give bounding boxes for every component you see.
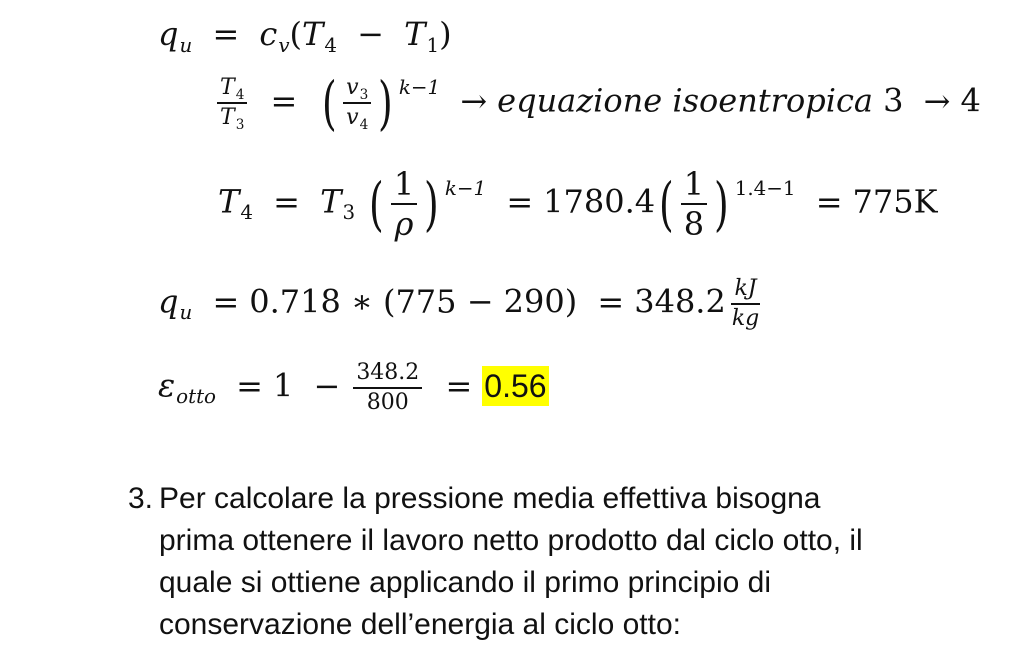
- frac2-num: 1: [681, 168, 707, 205]
- minus-sign: −: [357, 15, 384, 53]
- subscript-u: u: [179, 33, 193, 57]
- inner-den-v: v: [346, 105, 359, 130]
- equation-qu-value: [158, 278, 765, 330]
- isentropic-label: equazione isoentropica: [497, 81, 873, 120]
- subscript-otto: otto: [176, 385, 216, 409]
- frac-den-sub: 3: [235, 116, 245, 133]
- subscript-v: v: [278, 33, 290, 57]
- exponent-1-4-minus-1: 1.4−1: [734, 176, 796, 200]
- frac-num-sub: 4: [235, 86, 245, 103]
- unit-den: kg: [731, 306, 760, 331]
- equation-otto-efficiency: [158, 362, 549, 414]
- unit-num: kJ: [731, 278, 759, 305]
- equation-heat-rejected: [158, 15, 452, 57]
- list-line-1: Per calcolare la pressione media effettiva bisogna: [159, 482, 821, 515]
- frac-num-t: T: [220, 75, 235, 100]
- list-number: 3.: [128, 482, 154, 515]
- frac-num-1: 1: [391, 168, 417, 205]
- expression: 0.718 ∗ (775 − 290): [249, 282, 578, 321]
- close-paren: ): [424, 170, 439, 238]
- equals-sign-2: =: [445, 366, 473, 405]
- arrow: →: [460, 81, 488, 120]
- symbol-t1: T: [404, 15, 426, 53]
- equals-sign-2: =: [506, 182, 534, 221]
- open-paren-2: (: [659, 170, 674, 238]
- list-line-2: prima ottenere il lavoro netto prodotto dal ciclo otto, il: [159, 524, 863, 557]
- symbol-q: q: [158, 15, 179, 53]
- arrow-2: →: [923, 81, 951, 120]
- close-paren-2: ): [714, 170, 729, 238]
- equals-sign: =: [212, 282, 240, 321]
- symbol-epsilon: ε: [158, 366, 176, 405]
- subscript-4: 4: [240, 201, 253, 225]
- frac-den-t: T: [220, 105, 235, 130]
- frac2-den: 8: [683, 205, 705, 243]
- list-item-3: [128, 478, 958, 646]
- symbol-q: q: [158, 282, 179, 321]
- fraction-348-2-800: [353, 362, 422, 414]
- state-to: 4: [960, 81, 981, 120]
- open-paren: (: [369, 170, 384, 238]
- inner-num-v: v: [346, 75, 359, 100]
- subscript-3: 3: [342, 201, 356, 225]
- fraction-t4-t3: [217, 75, 247, 133]
- list-text: [159, 478, 958, 646]
- frac-num: 348.2: [353, 362, 422, 389]
- inner-den-sub: 4: [359, 116, 369, 133]
- equals-sign: =: [273, 182, 300, 221]
- equals-sign: =: [236, 366, 263, 405]
- open-paren: (: [289, 15, 303, 53]
- fraction-v3-v4: [343, 75, 371, 133]
- state-from: 3: [883, 81, 904, 120]
- equals-sign-3: =: [815, 182, 843, 221]
- exponent-k-minus-1: k−1: [444, 176, 487, 200]
- list-line-4: conservazione dell’energia al ciclo otto:: [159, 608, 681, 641]
- close-paren: ): [439, 15, 452, 53]
- open-paren: (: [321, 69, 337, 137]
- minus-sign: −: [313, 366, 341, 405]
- fraction-1-rho: [391, 165, 417, 243]
- highlighted-result: 0.56: [484, 367, 547, 404]
- result-775k: 775K: [852, 182, 938, 221]
- unit-kj-per-kg: [729, 278, 762, 330]
- equals-sign-2: =: [597, 282, 625, 321]
- one: 1: [272, 366, 294, 405]
- list-line-3: quale si ottiene applicando il primo principio di: [159, 566, 772, 599]
- equation-t4-result: [218, 165, 938, 243]
- fraction-1-8: [681, 165, 707, 243]
- equals-sign: =: [270, 81, 298, 120]
- subscript-1: 1: [426, 33, 440, 57]
- symbol-c: c: [259, 15, 278, 53]
- equation-isentropic: [214, 69, 981, 137]
- frac-den: 800: [366, 390, 409, 415]
- value-1780-4: 1780.4: [543, 182, 656, 221]
- symbol-t4: T: [218, 182, 240, 221]
- subscript-u: u: [179, 301, 193, 325]
- symbol-t4: T: [302, 15, 324, 53]
- equals-sign: =: [212, 15, 240, 53]
- subscript-4: 4: [324, 33, 337, 57]
- exponent-k-minus-1: k−1: [398, 75, 441, 99]
- frac-den-rho: ρ: [394, 205, 414, 243]
- close-paren: ): [378, 69, 393, 137]
- value-348-2: 348.2: [634, 282, 726, 321]
- symbol-t3: T: [320, 182, 342, 221]
- inner-num-sub: 3: [359, 86, 369, 103]
